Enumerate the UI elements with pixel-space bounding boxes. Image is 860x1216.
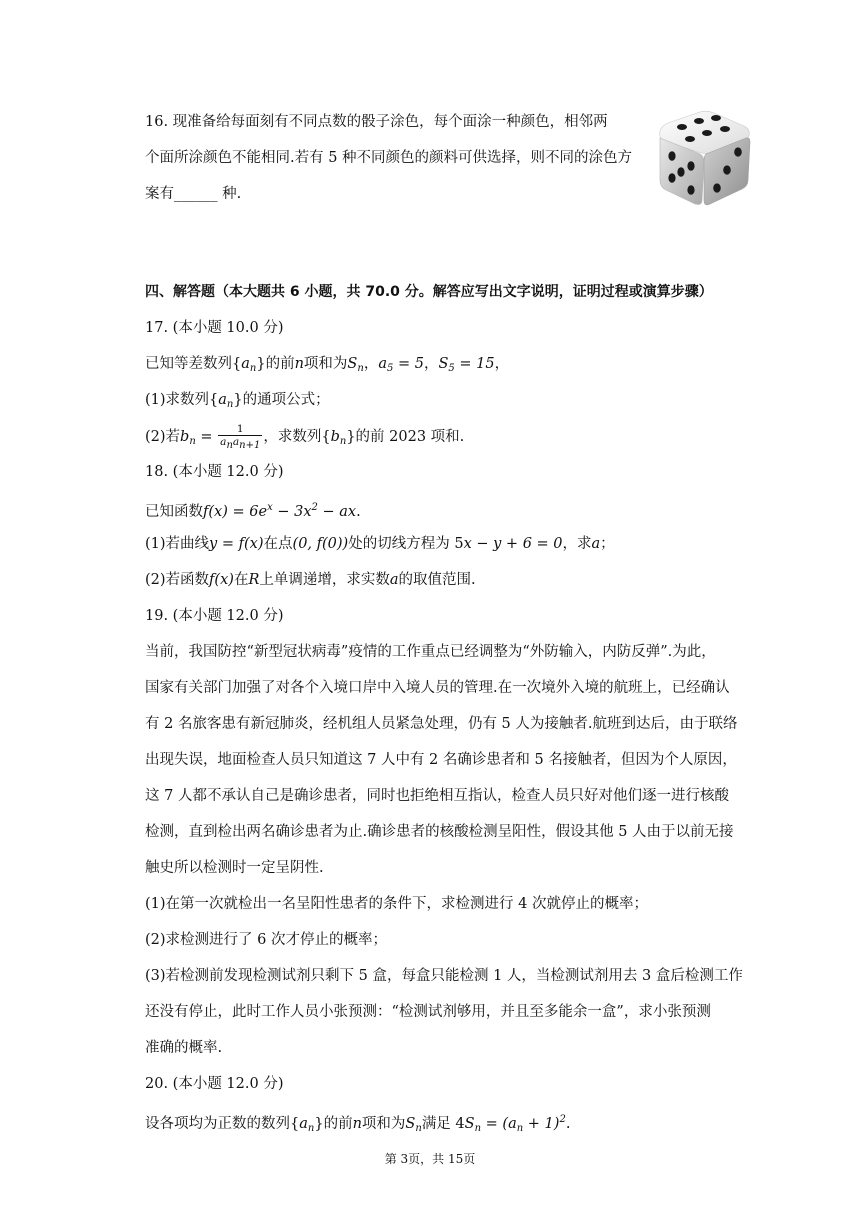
math-sn-eq: $S_n = (a_n + 1)^2$ [464, 1114, 566, 1134]
q20-stem: 设各项均为正数的数列$\{a_n\}$的前n项和为$S_n$满足 $4S_n = (a_n + 1)^2$. [145, 1114, 571, 1134]
q19-part-3: (3)若检测前发现检测试剂只剩下 5 盒，每盒只能检测 1 人，当检测试剂用去 3 盒后检测工作 [145, 968, 743, 984]
math-s5-eq: $S_5 = 15$ [438, 356, 495, 374]
math-fx: f(x) [209, 572, 234, 588]
q18-stem: 已知函数$f(x) = 6e^x - 3x^2$ − ax. [145, 502, 361, 520]
math-R: R [248, 572, 260, 588]
section-heading: 四、解答题（本大题共 6 小题，共 70.0 分。解答应写出文字说明，证明过程或演算步骤） [145, 284, 713, 300]
q19-line: 出现失误，地面检查人员只知道这 7 人中有 2 名确诊患者和 5 名接触者，但因为个人原因， [145, 752, 737, 768]
q16-line-1: 16. 现准备给每面刻有不同点数的骰子涂色，每个面涂一种颜色，相邻两 [145, 114, 608, 130]
q19-header: 19. (本小题 12.0 分) [145, 608, 284, 624]
math-a: a [591, 536, 601, 552]
q19-line: 还没有停止，此时工作人员小张预测：“检测试剂够用，并且至多能余一盒”，求小张预测 [145, 1004, 711, 1020]
q19-line: 准确的概率. [145, 1040, 223, 1056]
page-footer: 第 3页，共 15页 [384, 1152, 476, 1166]
q18-header: 18. (本小题 12.0 分) [145, 464, 284, 480]
math-a-n: $a_n$ [241, 356, 257, 374]
q17-part-1: (1)求数列$\{a_n\}$的通项公式； [145, 392, 330, 410]
fraction-1-over-an-an1: $\frac{1}{a_na_{n+1}}$ [220, 422, 261, 451]
math-a-n: $a_n$ [218, 392, 234, 410]
q19-line: 国家有关部门加强了对各个入境口岸中入境人员的管理.在一次境外入境的航班上，已经确认 [145, 680, 730, 696]
math-b-n-def: $b_n$ = [180, 429, 218, 447]
q17-header: 17. (本小题 10.0 分) [145, 320, 284, 336]
q19-part-1: (1)在第一次就检出一名呈阳性患者的条件下，求检测进行 4 次就停止的概率； [145, 896, 648, 912]
math-tangent-eq: x − y + 6 = 0 [463, 536, 563, 552]
q16-line-3: 案有______ 种. [145, 186, 242, 202]
math-point: (0, f(0)) [292, 536, 349, 552]
q18-part-1: (1)若曲线y = f(x)在点(0, f(0))处的切线方程为 5x − y + 6 = 0，求a； [145, 536, 615, 552]
math-a-n: $a_n$ [299, 1116, 315, 1134]
math-b-n: $b_n$ [330, 429, 347, 447]
q17-part-2: (2)若$b_n$ = $\frac{1}{a_na_{n+1}}$ ，求数列$\{b_n\}$的前 2023 项和. [145, 422, 465, 451]
math-a5-eq: $a_5 = 5$ [378, 356, 424, 374]
q20-header: 20. (本小题 12.0 分) [145, 1076, 284, 1092]
math-function-def: $f(x) = 6e^x - 3x^2$ − ax [203, 502, 357, 520]
math-s-n: $S_n$ [405, 1116, 422, 1134]
dice-six-face-icon [652, 108, 754, 208]
q18-part-2: (2)若函数f(x)在R上单调递增，求实数a的取值范围. [145, 572, 476, 588]
q19-line: 这 7 人都不承认自己是确诊患者，同时也拒绝相互指认，检查人员只好对他们逐一进行核酸 [145, 788, 729, 804]
q19-line: 检测，直到检出两名确诊患者为止.确诊患者的核酸检测呈阳性，假设其他 5 人由于以前无接 [145, 824, 734, 840]
math-n: n [352, 1116, 362, 1132]
q19-line: 触史所以检测时一定呈阴性. [145, 860, 324, 876]
math-s-n: $S_n$ [347, 356, 364, 374]
q16-line-2: 个面所涂颜色不能相同.若有 5 种不同颜色的颜料可供选择，则不同的涂色方 [145, 150, 633, 166]
math-n: n [294, 356, 304, 372]
math-a: a [389, 572, 399, 588]
math-curve: y = f(x) [209, 536, 264, 552]
q19-line: 有 2 名旅客患有新冠肺炎，经机组人员紧急处理，仍有 5 人为接触者.航班到达后，由于联络 [145, 716, 738, 732]
q19-line: 当前，我国防控“新型冠状病毒”疫情的工作重点已经调整为“外防输入，内防反弹”.为此， [145, 644, 716, 660]
q17-stem: 已知等差数列$\{a_n\}$的前n项和为$S_n$，$a_5 = 5$，$S_5 = 15$， [145, 356, 510, 374]
q19-part-2: (2)求检测进行了 6 次才停止的概率； [145, 932, 387, 948]
